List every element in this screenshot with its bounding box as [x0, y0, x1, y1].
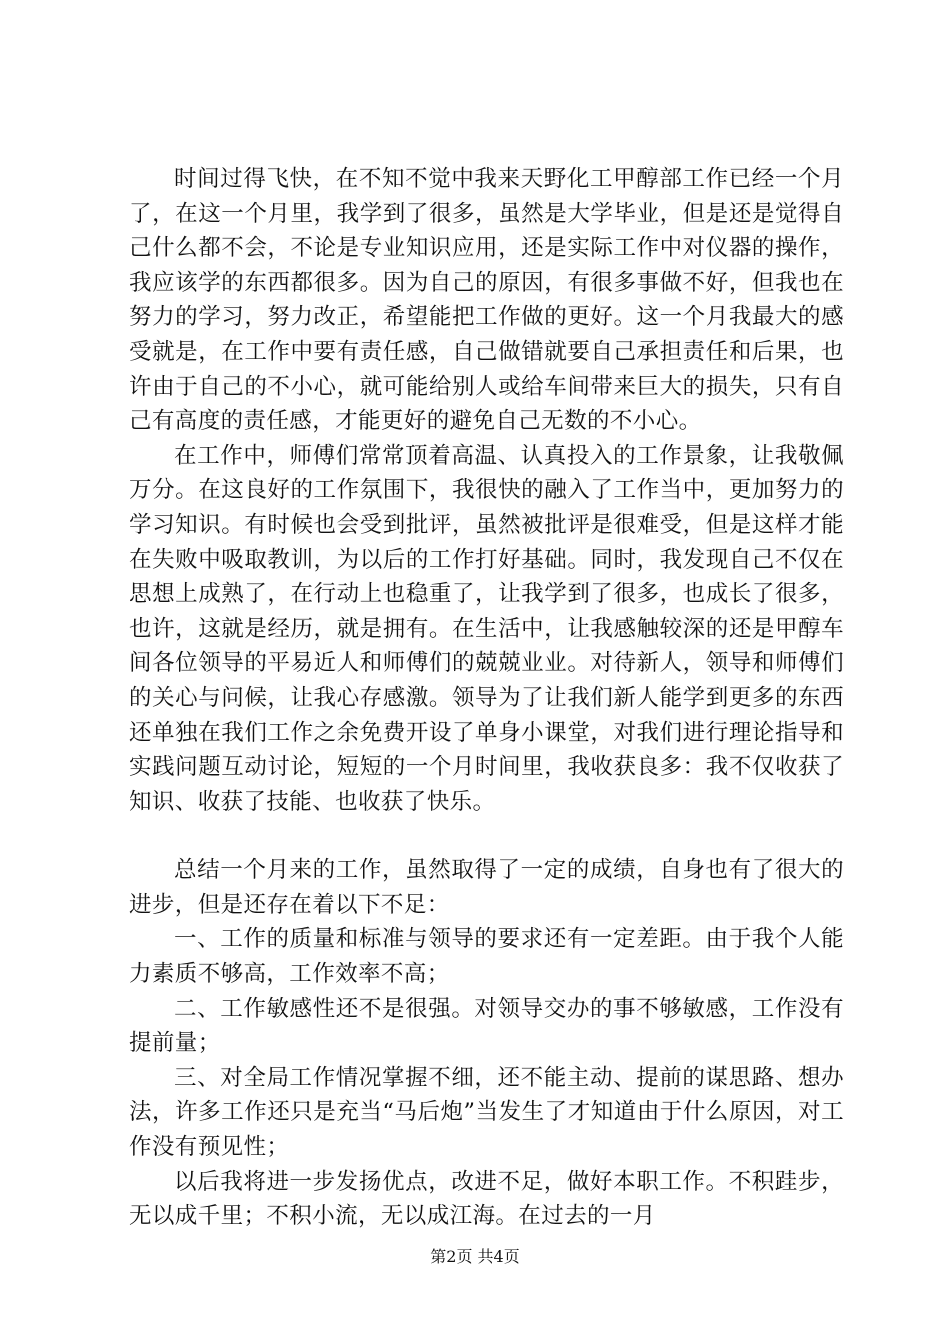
paragraph-shortcoming-1: 一、工作的质量和标准与领导的要求还有一定差距。由于我个人能力素质不够高，工作效率不高；	[129, 926, 844, 988]
paragraph-shortcoming-2: 二、工作敏感性还不是很强。对领导交办的事不够敏感，工作没有提前量；	[129, 995, 844, 1057]
page-footer: 第2页 共4页	[430, 1247, 520, 1266]
document-body	[129, 162, 844, 1234]
paragraph-workplace: 在工作中，师傅们常常顶着高温、认真投入的工作景象，让我敬佩万分。在这良好的工作氛围下，我很快的融入了工作当中，更加努力的学习知识。有时候也会受到批评，虽然被批评是很难受，但是这样才能在失败中吸取教训，为以后的工作打好基础。同时，我发现自己不仅在思想上成熟了，在行动上也稳重了，让我学到了很多，也成长了很多，也许，这就是经历，就是拥有。在生活中，让我感触较深的还是甲醇车间各位领导的平易近人和师傅们的兢兢业业。对待新人，领导和师傅们的关心与问候，让我心存感激。领导为了让我们新人能学到更多的东西还单独在我们工作之余免费开设了单身小课堂，对我们进行理论指导和实践问题互动讨论，短短的一个月时间里，我收获良多：我不仅收获了知识、收获了技能、也收获了快乐。	[129, 442, 844, 815]
paragraph-shortcoming-3: 三、对全局工作情况掌握不细，还不能主动、提前的谋思路、想办法，许多工作还只是充当“马后炮”当发生了才知道由于什么原因，对工作没有预见性；	[129, 1064, 844, 1161]
paragraph-summary: 总结一个月来的工作，虽然取得了一定的成绩，自身也有了很大的进步，但是还存在着以下不足：	[129, 857, 844, 918]
paragraph-intro: 时间过得飞快，在不知不觉中我来天野化工甲醇部工作已经一个月了，在这一个月里，我学到了很多，虽然是大学毕业，但是还是觉得自己什么都不会，不论是专业知识应用，还是实际工作中对仪器的操作，我应该学的东西都很多。因为自己的原因，有很多事做不好，但我也在努力的学习，努力改正，希望能把工作做的更好。这一个月我最大的感受就是，在工作中要有责任感，自己做错就要自己承担责任和后果，也许由于自己的不小心，就可能给别人或给车间带来巨大的损失，只有自己有高度的责任感，才能更好的避免自己无数的不小心。	[129, 166, 844, 435]
paragraph-outlook: 以后我将进一步发扬优点，改进不足，做好本职工作。不积跬步，无以成千里；不积小流，无以成江海。在过去的一月	[129, 1168, 844, 1230]
